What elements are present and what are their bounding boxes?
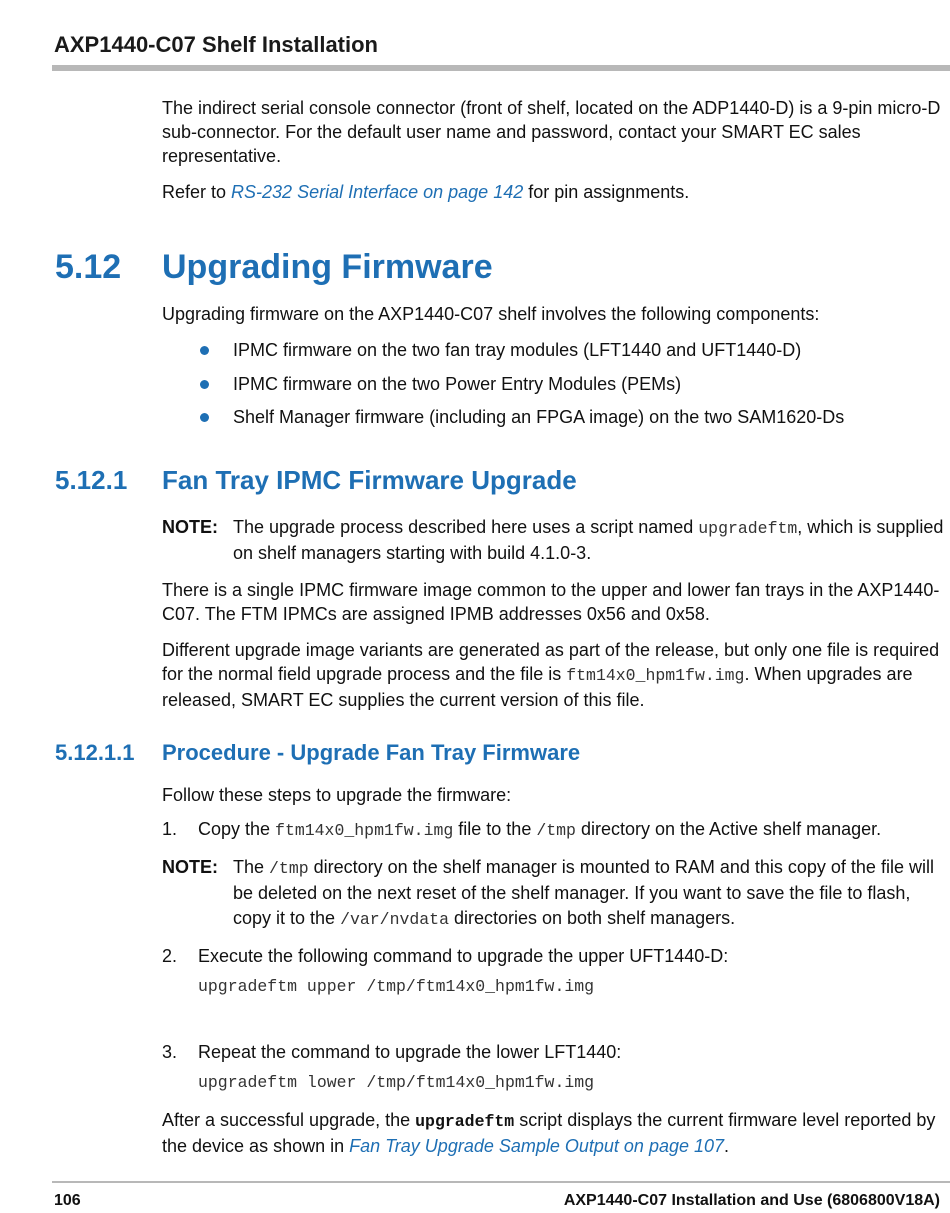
- after-pre: After a successful upgrade, the: [162, 1110, 416, 1130]
- page-number: 106: [54, 1192, 81, 1209]
- note-upgrade-script: [162, 515, 948, 566]
- step-text: [198, 817, 881, 843]
- procedure-heading: [55, 740, 580, 766]
- header-divider: [52, 65, 950, 71]
- component-list: [162, 338, 948, 429]
- p2-pre: Different upgrade image variants are generated as part of the release, but only one file is required for the normal field upgrade process and the file is: [162, 640, 940, 684]
- procedure-lead: Follow these steps to upgrade the firmware:: [162, 785, 512, 805]
- list-item: [162, 405, 948, 429]
- note-label: NOTE:: [162, 517, 218, 537]
- intro-block: [162, 96, 948, 216]
- note-label: NOTE:: [162, 857, 218, 877]
- after-code: upgradeftm: [415, 1112, 515, 1131]
- section-lead: Upgrading firmware on the AXP1440-C07 shelf involves the following components:: [162, 304, 820, 324]
- section-number: 5.12: [55, 248, 122, 286]
- step-text: Execute the following command to upgrade the upper UFT1440-D:: [198, 946, 729, 966]
- note-text-post: , which is supplied on shelf managers starting with build 4.1.0-3.: [233, 517, 944, 563]
- step-number: 3.: [162, 1042, 178, 1062]
- intro-paragraph-2: [162, 180, 948, 204]
- intro-p2-prefix: Refer to: [162, 182, 232, 202]
- after-post: .: [724, 1136, 730, 1156]
- step-number: 2.: [162, 946, 178, 966]
- command-upper: upgradeftm upper /tmp/ftm14x0_hpm1fw.img: [198, 977, 595, 996]
- note2-code-tmp: /tmp: [269, 859, 309, 878]
- bullet-icon: [200, 380, 209, 389]
- list-item: [162, 372, 948, 396]
- note-text-pre: The upgrade process described here uses a script named: [233, 517, 699, 537]
- procedure-number: 5.12.1.1: [55, 740, 135, 765]
- step1-post: directory on the Active shelf manager.: [575, 819, 882, 839]
- note-code: upgradeftm: [698, 519, 798, 538]
- list-item: [162, 338, 948, 362]
- bullet-icon: [200, 413, 209, 422]
- footer-divider: [52, 1181, 950, 1183]
- step1-code-file: ftm14x0_hpm1fw.img: [275, 821, 454, 840]
- subsection-heading: [55, 465, 577, 496]
- note2-post: directories on both shelf managers.: [448, 908, 736, 928]
- list-item-text: Shelf Manager firmware (including an FPGA image) on the two SAM1620-Ds: [233, 407, 845, 427]
- after-mid: script displays the current firmware level reported by the device as shown in: [162, 1110, 936, 1156]
- p2-post: . When upgrades are released, SMART EC supplies the current version of this file.: [162, 664, 913, 710]
- step-number: 1.: [162, 819, 178, 839]
- note2-code-nvdata: /var/nvdata: [340, 910, 449, 929]
- p2-code: ftm14x0_hpm1fw.img: [566, 666, 745, 685]
- bullet-icon: [200, 346, 209, 355]
- note2-pre: The: [233, 857, 270, 877]
- intro-p2-suffix: for pin assignments.: [523, 182, 690, 202]
- note-text: [233, 515, 948, 566]
- step-3: [162, 1040, 948, 1064]
- step-2: [162, 944, 948, 968]
- section-title: Upgrading Firmware: [162, 248, 493, 286]
- step1-code-dir: /tmp: [536, 821, 576, 840]
- page-header-title: AXP1440-C07 Shelf Installation: [54, 32, 378, 57]
- sample-output-link[interactable]: Fan Tray Upgrade Sample Output on page 107: [349, 1136, 725, 1156]
- subsection-body: [162, 515, 948, 724]
- list-item-text: IPMC firmware on the two Power Entry Modules (PEMs): [233, 373, 682, 394]
- procedure-body: [162, 783, 948, 1170]
- section-body: [162, 302, 948, 439]
- step1-mid: file to the: [453, 819, 537, 839]
- step-text: Repeat the command to upgrade the lower LFT1440:: [198, 1042, 622, 1062]
- after-upgrade-paragraph: [162, 1108, 948, 1158]
- subsection-paragraph-2: [162, 638, 948, 712]
- intro-paragraph-1: The indirect serial console connector (front of shelf, located on the ADP1440-D) is a 9-pin micro-D sub-connector. For the default user name and password, contact your SMART EC sales representative.: [162, 98, 941, 166]
- subsection-title: Fan Tray IPMC Firmware Upgrade: [162, 465, 577, 495]
- step-1: [162, 817, 948, 843]
- note-tmp-directory: [162, 855, 948, 932]
- subsection-number: 5.12.1: [55, 465, 128, 495]
- list-item-text: IPMC firmware on the two fan tray modules (LFT1440 and UFT1440-D): [233, 340, 802, 360]
- subsection-paragraph-1: There is a single IPMC firmware image common to the upper and lower fan trays in the AXP1440-C07. The FTM IPMCs are assigned IPMB addresses 0x56 and 0x58.: [162, 580, 940, 624]
- note-text: [233, 855, 948, 932]
- command-lower: upgradeftm lower /tmp/ftm14x0_hpm1fw.img: [198, 1073, 595, 1092]
- section-heading: [55, 248, 493, 287]
- note2-mid: directory on the shelf manager is mounted to RAM and this copy of the file will be deleted on the next reset of the shelf manager. If you want to save the file to flash, copy it to the: [233, 857, 934, 928]
- footer-doc-title: AXP1440-C07 Installation and Use (6806800V18A): [563, 1192, 940, 1209]
- rs232-link[interactable]: RS-232 Serial Interface on page 142: [231, 182, 524, 202]
- step1-pre: Copy the: [198, 819, 276, 839]
- procedure-title: Procedure - Upgrade Fan Tray Firmware: [162, 740, 581, 765]
